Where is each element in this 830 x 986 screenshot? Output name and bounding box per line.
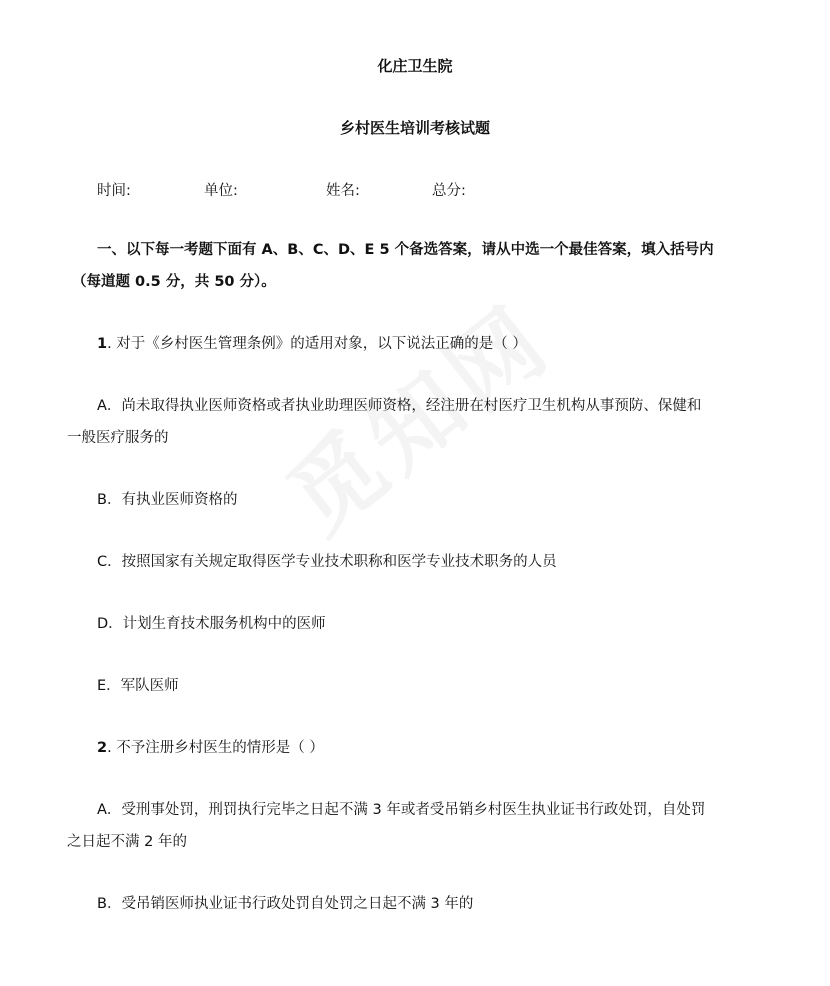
q1-option-b: B．有执业医师资格的 (97, 492, 238, 508)
info-row (0, 179, 830, 201)
q1-option-a-line2: 一般医疗服务的 (67, 430, 169, 446)
question-2-number: 2 (97, 740, 108, 756)
question-1-number: 1 (97, 336, 108, 352)
question-2-text: . 不予注册乡村医生的情形是（ ） (107, 740, 324, 756)
hospital-title: 化庄卫生院 (377, 57, 453, 75)
q1-option-a-line1: A．尚未取得执业医师资格或者执业助理医师资格，经注册在村医疗卫生机构从事预防、保健和 (97, 398, 702, 414)
section1-instruction-line2: （每道题 0.5 分，共 50 分）。 (72, 274, 276, 290)
watermark (228, 233, 612, 607)
section1-instruction-line1: 一、以下每一考题下面有 A、B、C、D、E 5 个备选答案，请从中选一个最佳答案，填入括号内 (97, 242, 714, 258)
q1-option-e: E．军队医师 (97, 678, 179, 694)
question-2 (97, 738, 324, 758)
score-label: 总分: (432, 183, 466, 199)
q2-option-a-line1: A．受刑事处罚，刑罚执行完毕之日起不满 3 年或者受吊销乡村医生执业证书行政处罚，自处罚 (97, 802, 706, 818)
question-1 (97, 334, 527, 354)
question-1-text: . 对于《乡村医生管理条例》的适用对象，以下说法正确的是（ ） (107, 336, 527, 352)
time-label: 时间: (97, 183, 131, 199)
q2-option-a-line2: 之日起不满 2 年的 (67, 834, 187, 850)
q2-option-b: B．受吊销医师执业证书行政处罚自处罚之日起不满 3 年的 (97, 896, 474, 912)
unit-label: 单位: (204, 183, 238, 199)
q1-option-d: D．计划生育技术服务机构中的医师 (97, 616, 326, 632)
q1-option-c: C．按照国家有关规定取得医学专业技术职称和医学专业技术职务的人员 (97, 554, 557, 570)
exam-title: 乡村医生培训考核试题 (339, 119, 490, 137)
name-label: 姓名: (326, 183, 360, 199)
